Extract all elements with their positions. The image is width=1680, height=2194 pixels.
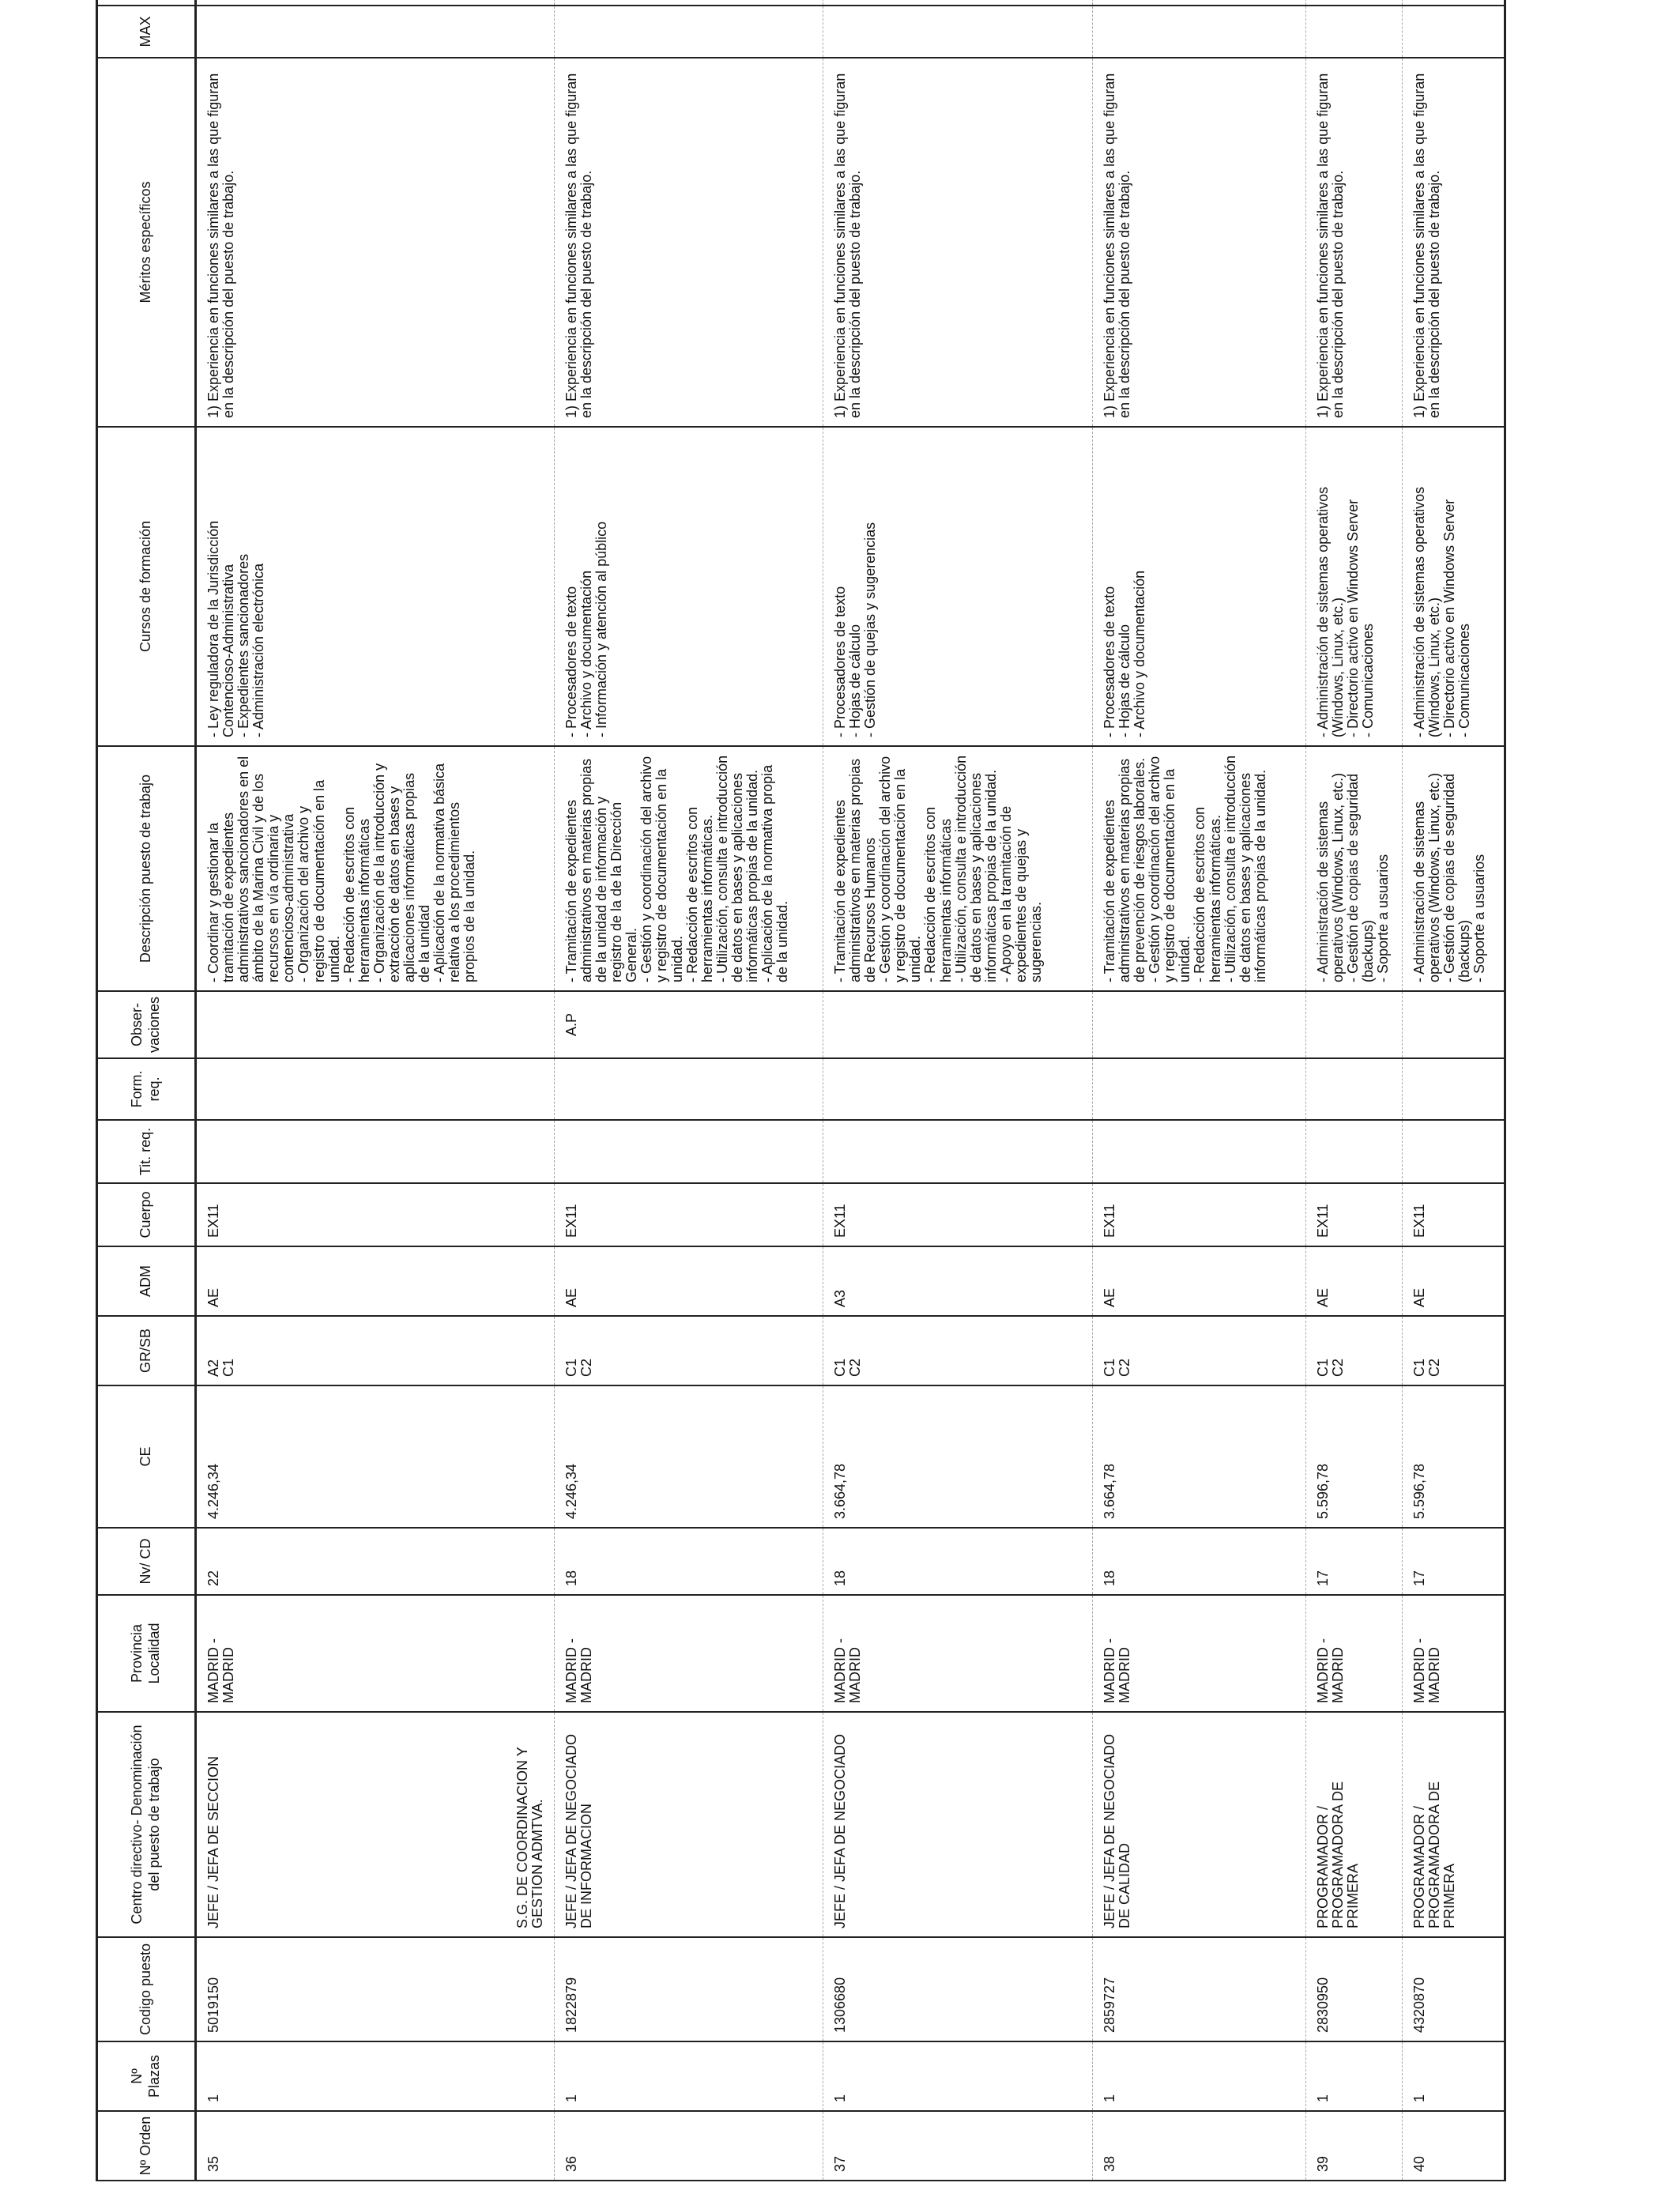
cell-descripcion-line: - Soporte a usuarios (1471, 854, 1488, 982)
cell-me (823, 0, 1093, 6)
cell-grsb-line: C1 (1411, 1358, 1427, 1377)
cell-descripcion (1093, 746, 1306, 991)
cell-form (1306, 1058, 1403, 1120)
cell-max (1306, 6, 1403, 58)
cell-tit (555, 1120, 823, 1183)
cell-descripcion-line: - Redacción de escritos con herramientas informáticas. (684, 806, 715, 982)
cell-meritos: 1) Experiencia en funciones similares a las que figuran en la descripción del puesto de trabajo. (1306, 58, 1403, 427)
cell-cursos-line: - Comunicaciones (1456, 623, 1473, 737)
cell-cursos-line: - Hojas de cálculo (847, 624, 864, 737)
cell-cursos (1306, 427, 1403, 746)
cell-ce: 5.596,78 (1403, 1385, 1505, 1528)
cell-meritos: 1) Experiencia en funciones similares a las que figuran en la descripción del puesto de trabajo. (1403, 58, 1505, 427)
cell-codigo: 1822879 (555, 1937, 823, 2041)
cell-max (196, 6, 555, 58)
cell-obs (1093, 991, 1306, 1058)
cell-cursos-line: - Directorio activo en Windows Server (1441, 499, 1458, 737)
cell-tit (1093, 1120, 1306, 1183)
cell-plazas: 1 (1403, 2041, 1505, 2111)
cell-tit (196, 1120, 555, 1183)
cell-centro-puesto (196, 1712, 555, 1937)
header-max: MAX (97, 6, 196, 58)
cell-cursos-line: - Administración de sistemas operativos (Windows, Linux, etc.) (1315, 486, 1347, 737)
vacancies-table (96, 0, 1506, 2181)
cell-cursos-line: - Comunicaciones (1360, 623, 1377, 737)
cell-descripcion-line: - Utilización, consulta e introducción de datos en bases y aplicaciones informáticas propias de la unidad. (952, 755, 999, 982)
cell-ce: 4.246,34 (555, 1385, 823, 1528)
cell-descripcion (555, 746, 823, 991)
cell-grsb (1093, 1316, 1306, 1385)
cell-centro-puesto (823, 1712, 1093, 1937)
cell-provincia: MADRID - MADRID (196, 1595, 555, 1712)
cell-max (1403, 6, 1505, 58)
cell-descripcion (1403, 746, 1505, 991)
cell-grsb (1306, 1316, 1403, 1385)
cell-me (555, 0, 823, 6)
cell-descripcion-line: - Redacción de escritos con herramientas informáticas. (1192, 806, 1223, 982)
cell-plazas: 1 (823, 2041, 1093, 2111)
cell-grsb (555, 1316, 823, 1385)
cell-descripcion-line: - Organización de la introducción y extracción de datos en bases y aplicaciones informáticas propias de la unidad (371, 763, 433, 982)
cell-codigo: 4320870 (1403, 1937, 1505, 2041)
cell-adm: AE (555, 1246, 823, 1316)
cell-cuerpo: EX11 (1403, 1183, 1505, 1246)
cell-tit (1403, 1120, 1505, 1183)
header-centro: Centro directivo- Denominación del puesto de trabajo (97, 1712, 196, 1937)
cell-cursos-line: - Hojas de cálculo (1117, 624, 1133, 737)
cell-descripcion-line: - Administración de sistemas operativos (Windows, Linux, etc.) (1315, 772, 1347, 982)
cell-ce: 5.596,78 (1306, 1385, 1403, 1528)
cell-provincia: MADRID - MADRID (1403, 1595, 1505, 1712)
cell-descripcion-line: - Redacción de escritos con herramientas informáticas (922, 806, 954, 982)
cell-descripcion-line: - Organización del archivo y registro de documentación en la unidad. (296, 779, 342, 982)
cell-max (823, 6, 1093, 58)
cell-form (196, 1058, 555, 1120)
header-me (97, 0, 196, 6)
cell-grsb-line: C1 (563, 1358, 579, 1377)
centro-directivo: S.G. DE COORDINACION Y GESTION ADMTVA. (514, 1747, 546, 1928)
cell-nivel: 18 (1093, 1528, 1306, 1595)
cell-descripcion-line: - Utilización, consulta e introducción de datos en bases y aplicaciones informáticas propias de la unidad. (714, 755, 760, 982)
cell-grsb-line: C1 (832, 1358, 848, 1377)
cell-obs (196, 991, 555, 1058)
cell-codigo: 1306680 (823, 1937, 1093, 2041)
table-header (97, 0, 196, 2181)
cell-descripcion-line: - Gestión y coordinación del archivo y registro de documentación en la unidad. (1147, 756, 1193, 982)
cell-orden: 35 (196, 2111, 555, 2181)
cell-grsb-line: C2 (1426, 1358, 1443, 1377)
header-adm: ADM (97, 1246, 196, 1316)
cell-meritos: 1) Experiencia en funciones similares a las que figuran en la descripción del puesto de trabajo. (823, 58, 1093, 427)
cell-descripcion-line: - Redacción de escritos con herramientas informáticas (341, 806, 372, 982)
cell-cursos (555, 427, 823, 746)
table-row (823, 0, 1093, 2181)
cell-cursos-line: - Procesadores de texto (563, 586, 579, 737)
cell-plazas: 1 (196, 2041, 555, 2111)
puesto-denominacion: JEFE / JEFA DE NEGOCIADO (832, 1733, 848, 1928)
cell-me (1306, 0, 1403, 6)
cell-meritos: 1) Experiencia en funciones similares a las que figuran en la descripción del puesto de trabajo. (196, 58, 555, 427)
cell-cursos-line: - Gestión de quejas y sugerencias (862, 522, 879, 737)
cell-codigo: 5019150 (196, 1937, 555, 2041)
cell-max (1093, 6, 1306, 58)
cell-grsb (196, 1316, 555, 1385)
header-grsb: GR/SB (97, 1316, 196, 1385)
cell-ce: 3.664,78 (1093, 1385, 1306, 1528)
header-provincia: Provincia Localidad (97, 1595, 196, 1712)
cell-me (1093, 0, 1306, 6)
cell-centro-puesto (1403, 1712, 1505, 1937)
cell-provincia: MADRID - MADRID (555, 1595, 823, 1712)
cell-form (1403, 1058, 1505, 1120)
cell-cuerpo: EX11 (555, 1183, 823, 1246)
cell-descripcion-line: - Apoyo en la tramitación de expedientes de quejas y sugerencias. (997, 805, 1045, 982)
cell-descripcion-line: - Gestión de copias de seguridad (backups) (1441, 773, 1473, 982)
header-descripcion: Descripción puesto de trabajo (97, 746, 196, 991)
cell-grsb-line: A2 (205, 1359, 221, 1377)
cell-cursos (823, 427, 1093, 746)
cell-cuerpo: EX11 (823, 1183, 1093, 1246)
cell-descripcion-line: - Tramitación de expedientes administrativos en materias propias de la unidad de información y registro de la de la Dirección General. (563, 758, 640, 982)
header-orden: Nº Orden (97, 2111, 196, 2181)
cell-descripcion-line: - Gestión y coordinación del archivo y registro de documentación en la unidad. (638, 756, 685, 982)
cell-centro-puesto (1093, 1712, 1306, 1937)
cell-cursos-line: - Administración de sistemas operativos (Windows, Linux, etc.) (1411, 486, 1443, 737)
table-row (1403, 0, 1505, 2181)
cell-grsb-line: C1 (220, 1358, 237, 1377)
cell-cuerpo: EX11 (1306, 1183, 1403, 1246)
cell-adm: AE (1403, 1246, 1505, 1316)
cell-descripcion-line: - Soporte a usuarios (1375, 854, 1392, 982)
cell-grsb-line: C1 (1102, 1358, 1117, 1377)
rotated-table-wrapper (96, 8, 1668, 2181)
cell-descripcion (823, 746, 1093, 991)
cell-cursos (1403, 427, 1505, 746)
cell-meritos: 1) Experiencia en funciones similares a las que figuran en la descripción del puesto de trabajo. (555, 58, 823, 427)
cell-descripcion-line: - Aplicación de la normativa básica relativa a los procedimientos propios de la unidad. (431, 763, 478, 982)
cell-adm: AE (1306, 1246, 1403, 1316)
puesto-denominacion: PROGRAMADOR / PROGRAMADORA DE PRIMERA (1315, 1781, 1362, 1928)
header-cursos: Cursos de formación (97, 427, 196, 746)
cell-plazas: 1 (1093, 2041, 1306, 2111)
cell-grsb-line: C2 (1330, 1358, 1347, 1377)
cell-centro-puesto (514, 1712, 823, 1937)
cell-obs: A.P (555, 991, 823, 1058)
header-cuerpo: Cuerpo (97, 1183, 196, 1246)
header-ce: CE (97, 1385, 196, 1528)
cell-descripcion-line: - Tramitación de expedientes administrativos en materias propias de prevención de riesgos laborales. (1102, 757, 1148, 982)
cell-orden: 36 (555, 2111, 823, 2181)
cell-cuerpo: EX11 (196, 1183, 555, 1246)
table-row (196, 0, 555, 2181)
puesto-denominacion: JEFE / JEFA DE SECCION (205, 1755, 221, 1928)
cell-ce: 3.664,78 (823, 1385, 1093, 1528)
cell-nivel: 18 (823, 1528, 1093, 1595)
cell-obs (1403, 991, 1505, 1058)
cell-orden: 40 (1403, 2111, 1505, 2181)
cell-cursos-line: - Ley reguladora de la Jurisdicción Contencioso-Administrativa (205, 520, 237, 737)
cell-cursos (1093, 427, 1306, 746)
cell-cursos-line: - Administración electrónica (250, 563, 267, 737)
cell-descripcion (1306, 746, 1403, 991)
cell-grsb-line: C2 (578, 1358, 595, 1377)
cell-codigo: 2830950 (1306, 1937, 1403, 2041)
cell-meritos: 1) Experiencia en funciones similares a las que figuran en la descripción del puesto de trabajo. (1093, 58, 1306, 427)
cell-descripcion-line: - Gestión de copias de seguridad (backups) (1345, 773, 1377, 982)
header-tit: Tit. req. (97, 1120, 196, 1183)
table-row (555, 0, 823, 2181)
cell-nivel: 18 (555, 1528, 823, 1595)
cell-cuerpo: EX11 (1093, 1183, 1306, 1246)
cell-descripcion-line: - Coordinar y gestionar la tramitación de expedientes administrativos sancionadores en el ámbito de la Marina Civil y de los recursos en vía ordinaria y contencioso-administrativa (205, 756, 297, 982)
cell-adm: AE (1093, 1246, 1306, 1316)
header-nivel: Nv/ CD (97, 1528, 196, 1595)
cell-orden: 37 (823, 2111, 1093, 2181)
header-obs: Obser- vaciones (97, 991, 196, 1058)
cell-orden: 39 (1306, 2111, 1403, 2181)
table-row (1306, 0, 1403, 2181)
cell-grsb (1403, 1316, 1505, 1385)
puesto-denominacion: JEFE / JEFA DE NEGOCIADO DE CALIDAD (1102, 1733, 1133, 1928)
cell-nivel: 17 (1306, 1528, 1403, 1595)
cell-grsb-line: C1 (1315, 1358, 1331, 1377)
cell-cursos (196, 427, 555, 746)
cell-codigo: 2859727 (1093, 1937, 1306, 2041)
cell-form (823, 1058, 1093, 1120)
cell-tit (823, 1120, 1093, 1183)
cell-provincia: MADRID - MADRID (823, 1595, 1093, 1712)
cell-descripcion-line: - Aplicación de la normativa propia de la unidad. (759, 764, 791, 982)
header-codigo: Codigo puesto (97, 1937, 196, 2041)
cell-obs (1306, 991, 1403, 1058)
cell-descripcion-line: - Administración de sistemas operativos (Windows, Linux, etc.) (1411, 772, 1443, 982)
cell-plazas: 1 (555, 2041, 823, 2111)
cell-plazas: 1 (1306, 2041, 1403, 2111)
cell-form (555, 1058, 823, 1120)
cell-adm: AE (196, 1246, 555, 1316)
header-plazas: Nº Plazas (97, 2041, 196, 2111)
cell-cursos-line: - Archivo y documentación (1132, 570, 1148, 737)
table-body (196, 0, 1505, 2181)
cell-descripcion-line: - Tramitación de expedientes administrativos en materias propias de Recursos Humanos (832, 758, 879, 982)
cell-cursos-line: - Directorio activo en Windows Server (1345, 499, 1362, 737)
cell-nivel: 17 (1403, 1528, 1505, 1595)
cell-nivel: 22 (196, 1528, 555, 1595)
cell-ce: 4.246,34 (196, 1385, 555, 1528)
cell-cursos-line: - Archivo y documentación (578, 570, 595, 737)
cell-cursos-line: - Procesadores de texto (1102, 586, 1117, 737)
cell-orden: 38 (1093, 2111, 1306, 2181)
cell-descripcion (196, 746, 555, 991)
cell-centro-puesto (1306, 1712, 1403, 1937)
cell-grsb-line: C2 (847, 1358, 864, 1377)
cell-descripcion-line: - Gestión y coordinación del archivo y registro de documentación en la unidad. (877, 756, 924, 982)
cell-grsb (823, 1316, 1093, 1385)
cell-descripcion-line: - Utilización, consulta e introducción de datos en bases y aplicaciones informáticas propias de la unidad. (1222, 755, 1268, 982)
cell-form (1093, 1058, 1306, 1120)
cell-tit (1306, 1120, 1403, 1183)
cell-provincia: MADRID - MADRID (1093, 1595, 1306, 1712)
cell-cursos-line: - Procesadores de texto (832, 586, 848, 737)
cell-provincia: MADRID - MADRID (1306, 1595, 1403, 1712)
cell-me (196, 0, 555, 6)
table-row (1093, 0, 1306, 2181)
cell-me (1403, 0, 1505, 6)
cell-cursos-line: - Expedientes sancionadores (235, 553, 252, 737)
cell-adm: A3 (823, 1246, 1093, 1316)
cell-max (555, 6, 823, 58)
cell-cursos-line: - Información y atención al público (593, 521, 610, 737)
header-meritos: Méritos específicos (97, 58, 196, 427)
header-form: Form. req. (97, 1058, 196, 1120)
puesto-denominacion: PROGRAMADOR / PROGRAMADORA DE PRIMERA (1411, 1781, 1458, 1928)
cell-grsb-line: C2 (1117, 1358, 1133, 1377)
cell-obs (823, 991, 1093, 1058)
puesto-denominacion: JEFE / JEFA DE NEGOCIADO DE INFORMACION (563, 1733, 595, 1928)
